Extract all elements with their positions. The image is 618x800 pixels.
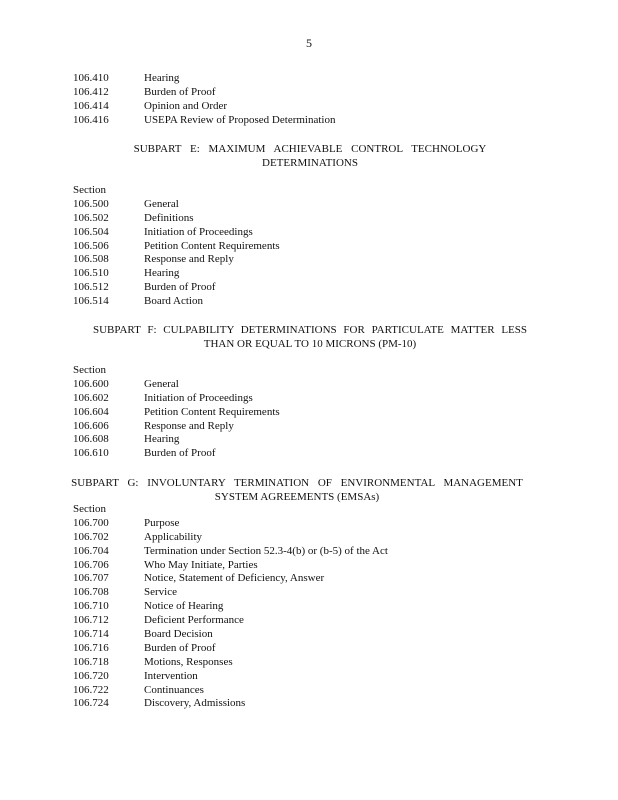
list-item bbox=[73, 697, 388, 711]
section-number: 106.512 bbox=[73, 281, 109, 294]
list-item bbox=[73, 614, 388, 628]
section-label: Section bbox=[73, 364, 106, 376]
section-label: Section bbox=[73, 184, 106, 196]
section-title: Initiation of Proceedings bbox=[144, 391, 253, 404]
list-item bbox=[73, 253, 280, 267]
list-item bbox=[73, 670, 388, 684]
section-title: Petition Content Requirements bbox=[144, 239, 280, 252]
page-number: 5 bbox=[306, 36, 312, 50]
section-number: 106.504 bbox=[73, 225, 109, 238]
list-item bbox=[73, 295, 280, 309]
list-item bbox=[73, 392, 280, 406]
section-number: 106.414 bbox=[73, 99, 109, 112]
section-number: 106.410 bbox=[73, 72, 109, 84]
list-item bbox=[73, 86, 335, 100]
section-number: 106.508 bbox=[73, 253, 109, 266]
section-number: 106.416 bbox=[73, 113, 109, 126]
section-title: USEPA Review of Proposed Determination bbox=[144, 113, 336, 126]
section-title: Burden of Proof bbox=[144, 641, 216, 654]
list-item bbox=[73, 212, 280, 226]
list-item bbox=[73, 600, 388, 614]
section-title: Response and Reply bbox=[144, 419, 234, 432]
section-title: Termination under Section 52.3-4(b) or (b-5) of the Act bbox=[144, 544, 388, 557]
section-number: 106.500 bbox=[73, 197, 109, 210]
list-item bbox=[73, 447, 280, 461]
section-title: Notice, Statement of Deficiency, Answer bbox=[144, 572, 325, 585]
list-item bbox=[73, 240, 280, 254]
section-number: 106.704 bbox=[73, 544, 109, 557]
section-title: Opinion and Order bbox=[144, 99, 228, 112]
list-item bbox=[73, 656, 388, 670]
section-number: 106.604 bbox=[73, 405, 109, 418]
list-item bbox=[73, 420, 280, 434]
section-title: General bbox=[144, 197, 179, 210]
section-title: Definitions bbox=[144, 211, 194, 224]
subpart-f-heading bbox=[60, 323, 560, 351]
section-number: 106.700 bbox=[73, 516, 109, 529]
section-title: Petition Content Requirements bbox=[144, 405, 280, 418]
section-title: Hearing bbox=[144, 72, 180, 84]
section-number: 106.722 bbox=[73, 683, 109, 696]
section-title: Intervention bbox=[144, 669, 198, 682]
list-item bbox=[73, 572, 388, 586]
section-number: 106.724 bbox=[73, 697, 109, 710]
list-item bbox=[73, 642, 388, 656]
subpart-f-line1: SUBPART F: CULPABILITY DETERMINATIONS FOR PARTICULATE MATTER LESS bbox=[92, 324, 528, 336]
section-title: Discovery, Admissions bbox=[144, 697, 246, 710]
subpart-e-line2: DETERMINATIONS bbox=[262, 157, 358, 169]
section-number: 106.514 bbox=[73, 295, 109, 308]
section-number: 106.707 bbox=[73, 572, 109, 585]
subpart-g-line2: SYSTEM AGREEMENTS (EMSAs) bbox=[214, 491, 380, 503]
list-item bbox=[73, 267, 280, 281]
section-number: 106.720 bbox=[73, 669, 109, 682]
section-number: 106.412 bbox=[73, 85, 109, 98]
section-title: Purpose bbox=[144, 516, 180, 529]
section-title: General bbox=[144, 377, 179, 390]
section-number: 106.712 bbox=[73, 614, 109, 627]
section-title: Who May Initiate, Parties bbox=[144, 558, 258, 571]
subpart-g-line1: SUBPART G: INVOLUNTARY TERMINATION OF ENVIRONMENTAL MANAGEMENT bbox=[71, 477, 523, 489]
section-title: Deficient Performance bbox=[144, 614, 244, 627]
list-item bbox=[73, 100, 335, 114]
section-number: 106.506 bbox=[73, 239, 109, 252]
list-item bbox=[73, 433, 280, 447]
list-item bbox=[73, 281, 280, 295]
section-number: 106.702 bbox=[73, 530, 109, 543]
section-number: 106.606 bbox=[73, 419, 109, 432]
section-list-f bbox=[73, 364, 280, 461]
section-title: Burden of Proof bbox=[144, 281, 216, 294]
section-title: Burden of Proof bbox=[144, 447, 216, 460]
section-number: 106.608 bbox=[73, 433, 109, 446]
section-number: 106.706 bbox=[73, 558, 109, 571]
list-item bbox=[73, 531, 388, 545]
section-number: 106.510 bbox=[73, 267, 109, 280]
list-item bbox=[73, 559, 388, 573]
section-title: Board Action bbox=[144, 295, 203, 308]
list-item bbox=[73, 198, 280, 212]
section-number: 106.600 bbox=[73, 377, 109, 390]
list-item bbox=[73, 517, 388, 531]
section-title: Continuances bbox=[144, 683, 204, 696]
list-item bbox=[73, 406, 280, 420]
section-title: Hearing bbox=[144, 267, 180, 280]
section-list-g bbox=[73, 503, 388, 711]
section-title: Hearing bbox=[144, 433, 180, 446]
subpart-e-heading bbox=[80, 142, 540, 170]
section-number: 106.708 bbox=[73, 586, 109, 599]
section-title: Response and Reply bbox=[144, 253, 234, 266]
section-list-top bbox=[73, 72, 335, 128]
section-title: Board Decision bbox=[144, 628, 213, 641]
list-item bbox=[73, 684, 388, 698]
list-item bbox=[73, 114, 335, 128]
section-label: Section bbox=[73, 503, 106, 515]
subpart-e-line1: SUBPART E: MAXIMUM ACHIEVABLE CONTROL TECHNOLOGY bbox=[133, 143, 487, 155]
section-number: 106.710 bbox=[73, 600, 109, 613]
list-item bbox=[73, 378, 280, 392]
section-title: Motions, Responses bbox=[144, 655, 233, 668]
list-item bbox=[73, 545, 388, 559]
list-item bbox=[73, 628, 388, 642]
list-item bbox=[73, 72, 335, 86]
section-number: 106.502 bbox=[73, 211, 109, 224]
section-number: 106.714 bbox=[73, 628, 109, 641]
section-number: 106.716 bbox=[73, 641, 109, 654]
section-list-e bbox=[73, 184, 280, 309]
section-number: 106.610 bbox=[73, 447, 109, 460]
section-title: Applicability bbox=[144, 530, 203, 543]
subpart-g-heading bbox=[62, 476, 532, 504]
section-number: 106.718 bbox=[73, 655, 109, 668]
section-number: 106.602 bbox=[73, 391, 109, 404]
section-title: Notice of Hearing bbox=[144, 600, 224, 613]
section-title: Burden of Proof bbox=[144, 85, 216, 98]
section-title: Initiation of Proceedings bbox=[144, 225, 253, 238]
subpart-f-line2: THAN OR EQUAL TO 10 MICRONS (PM-10) bbox=[203, 338, 417, 350]
section-title: Service bbox=[144, 586, 177, 599]
list-item bbox=[73, 586, 388, 600]
list-item bbox=[73, 226, 280, 240]
